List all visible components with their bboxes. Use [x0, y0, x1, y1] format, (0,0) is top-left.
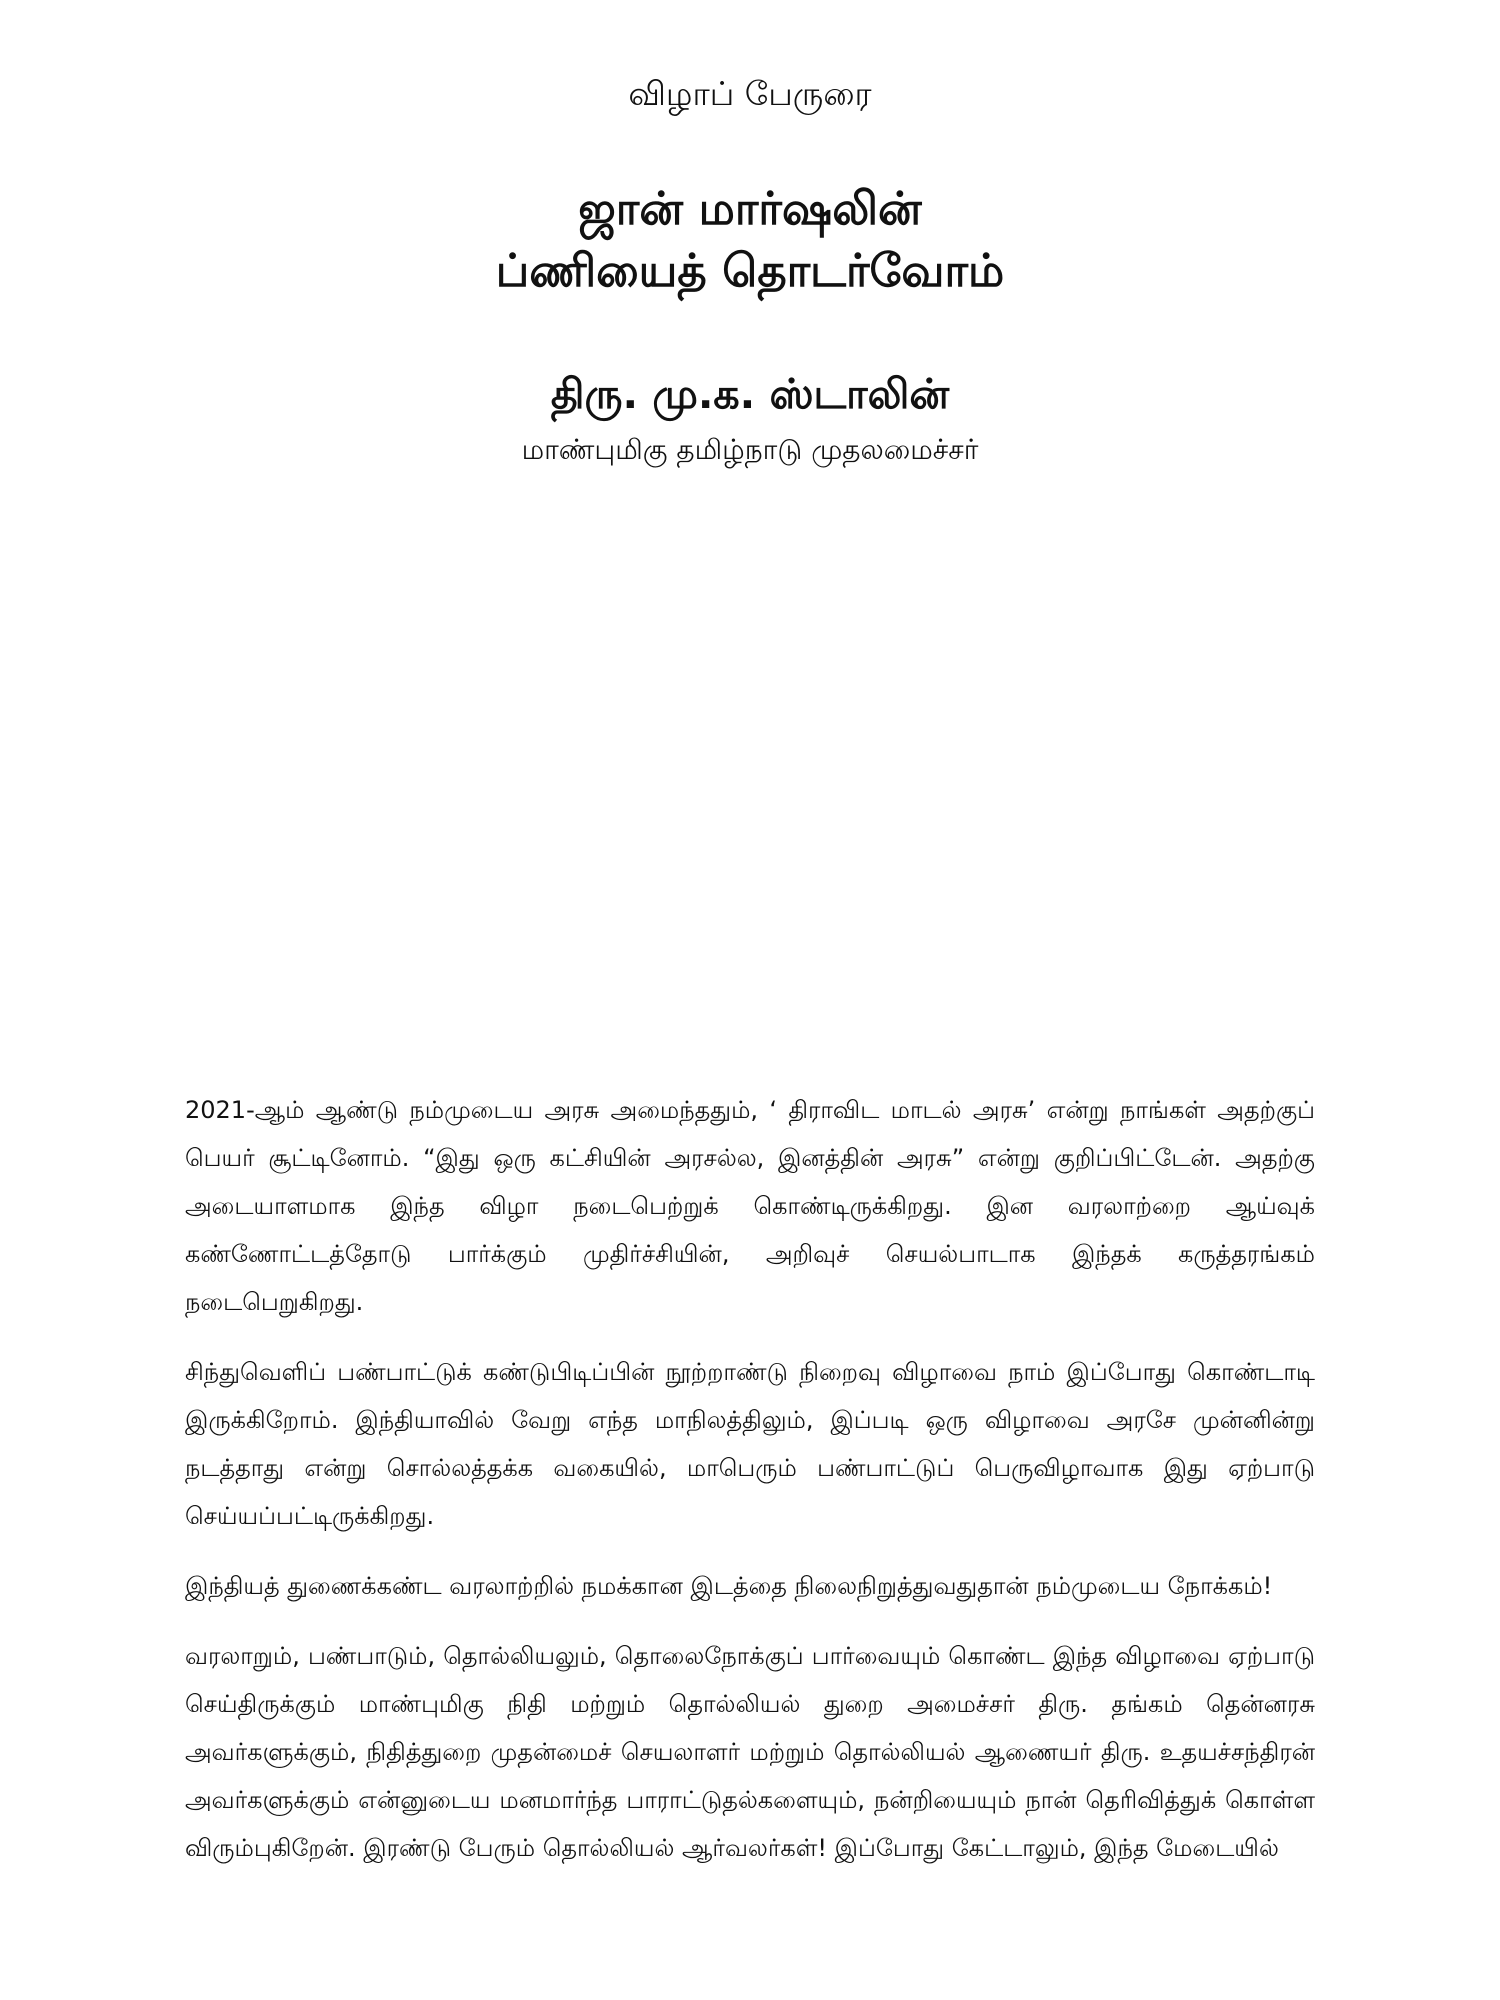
body-paragraph-3: இந்தியத் துணைக்கண்ட வரலாற்றில் நமக்கான இடத்தை நிலைநிறுத்துவதுதான் நம்முடைய நோக்கம்! [185, 1572, 1273, 1600]
body-paragraph-1: 2021-ஆம் ஆண்டு நம்முடைய அரசு அமைந்ததும், ‘ திராவிட மாடல் அரசு’ என்று நாங்கள் அதற்குப் பெயர் சூட்டினோம். “இது ஒரு கட்சியின் அரசல்ல, இனத்தின் அரசு” என்று குறிப்பிட்டேன். அதற்கு அடையாளமாக இந்த விழா நடைபெற்றுக் கொண்டிருக்கிறது. இன வரலாற்றை ஆய்வுக் கண்ணோட்டத்தோடு பார்க்கும் முதிர்ச்சியின், அறிவுச் செயல்பாடாக இந்தக் கருத்தரங்கம் நடைபெறுகிறது. [185, 1096, 1315, 1316]
speech-body [185, 1086, 1315, 1894]
body-paragraph-2: சிந்துவெளிப் பண்பாட்டுக் கண்டுபிடிப்பின் நூற்றாண்டு நிறைவு விழாவை நாம் இப்போது கொண்டாடி இருக்கிறோம். இந்தியாவில் வேறு எந்த மாநிலத்திலும், இப்படி ஒரு விழாவை அரசே முன்னின்று நடத்தாது என்று சொல்லத்தக்க வகையில், மாபெரும் பண்பாட்டுப் பெருவிழாவாக இது ஏற்பாடு செய்யப்பட்டிருக்கிறது. [185, 1358, 1315, 1530]
section-label: விழாப் பேருரை [628, 74, 872, 113]
title-line-2: ப்ணியைத் தொடர்வோம் [495, 244, 1005, 297]
speaker-name: திரு. மு.க. ஸ்டாலின் [550, 370, 950, 418]
page-title [0, 178, 1500, 302]
speaker-role: மாண்புமிகு தமிழ்நாடு முதலமைச்சர் [521, 433, 979, 466]
body-paragraph-4: வரலாறும், பண்பாடும், தொல்லியலும், தொலைநோக்குப் பார்வையும் கொண்ட இந்த விழாவை ஏற்பாடு செய்திருக்கும் மாண்புமிகு நிதி மற்றும் தொல்லியல் துறை அமைச்சர் திரு. தங்கம் தென்னரசு அவர்களுக்கும், நிதித்துறை முதன்மைச் செயலாளர் மற்றும் தொல்லியல் ஆணையர் திரு. உதயச்சந்திரன் அவர்களுக்கும் என்னுடைய மனமார்ந்த பாராட்டுதல்களையும், நன்றியையும் நான் தெரிவித்துக் கொள்ள விரும்புகிறேன். இரண்டு பேரும் தொல்லியல் ஆர்வலர்கள்! இப்போது கேட்டாலும், இந்த மேடையில் [185, 1642, 1315, 1862]
title-line-1: ஜான் மார்ஷலின் [578, 182, 922, 235]
